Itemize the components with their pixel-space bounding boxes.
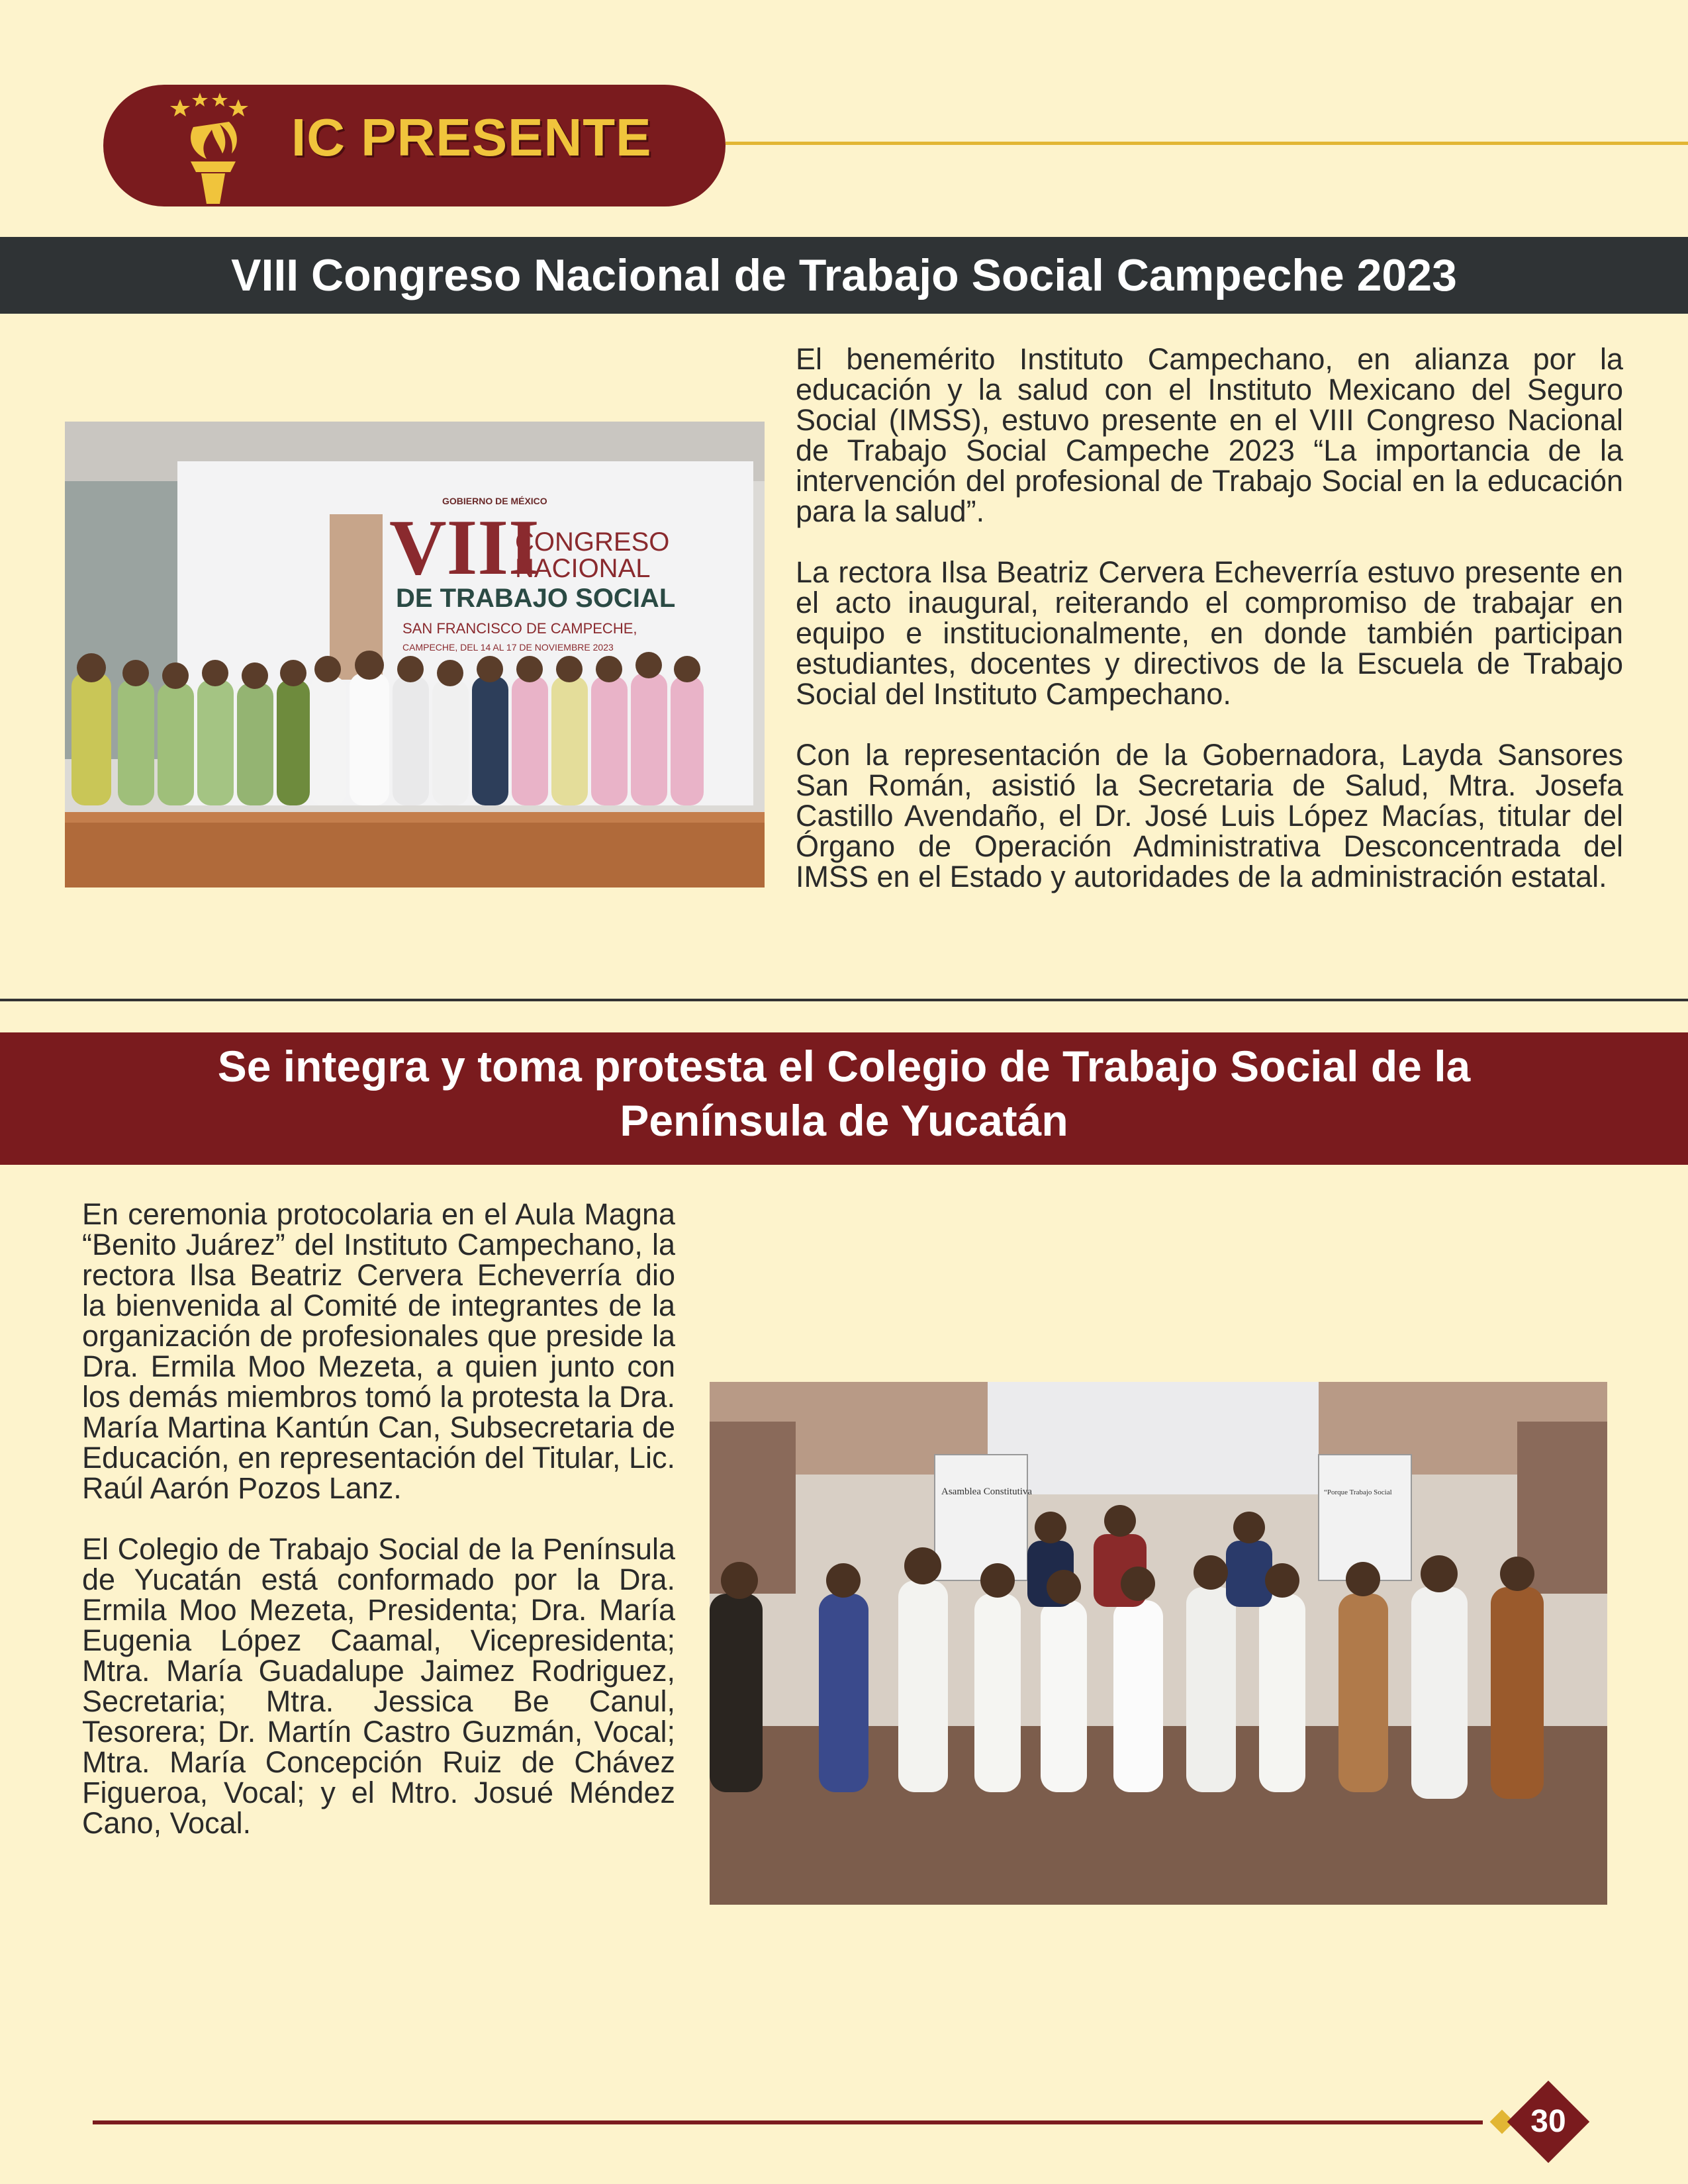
- article1-paragraph-2: La rectora Ilsa Beatriz Cervera Echeverría estuvo presente en el acto inaugural, reiterando el compromiso de trabajar en equipo e institucionalmente, en donde también participan estudiantes, docentes y directivos de la Escuela de Trabajo Social del Instituto Campechano.: [796, 555, 1623, 711]
- congress-group-photo: [65, 422, 765, 887]
- torch-logo-icon: [154, 87, 273, 206]
- section-label: IC PRESENTE: [291, 108, 652, 167]
- article2-photo: [710, 1382, 1607, 1905]
- article2-title-line1: Se integra y toma protesta el Colegio de Trabajo Social de la: [217, 1042, 1471, 1091]
- article1-paragraph-3: Con la representación de la Gobernadora, Layda Sansores San Román, asistió la Secretaria de Salud, Mtra. Josefa Castillo Avendaño, el Dr. José Luis López Macías, titular del Órgano de Operación Administrativa Desconcentrada del IMSS en el Estado y autoridades de la administración estatal.: [796, 738, 1623, 893]
- article2-body: [82, 1199, 675, 1839]
- page-number: 30: [1530, 2104, 1566, 2139]
- colegio-group-photo: [710, 1382, 1607, 1905]
- article1-photo: [65, 422, 765, 887]
- article2-title-line2: Península de Yucatán: [620, 1096, 1068, 1145]
- sign-left-text: Asamblea Constitutiva: [941, 1486, 1033, 1497]
- article1-body: [796, 344, 1623, 892]
- article2-paragraph-2: El Colegio de Trabajo Social de la Península de Yucatán está conformado por la Dra. Ermila Moo Mezeta, Presidenta; Dra. María Eugenia López Caamal, Vicepresidenta; Mtra. María Guadalupe Jaimez Rodriguez, Secretaria; Mtra. Jessica Be Canul, Tesorera; Dr. Martín Castro Guzmán, Vocal; Mtra. María Concepción Ruiz de Chávez Figueroa, Vocal; y el Mtro. Josué Méndez Cano, Vocal.: [82, 1532, 675, 1840]
- banner-rule: [726, 142, 1688, 145]
- article2-paragraph-1: En ceremonia protocolaria en el Aula Magna “Benito Juárez” del Instituto Campechano, la rectora Ilsa Beatriz Cervera Echeverría dio la bienvenida al Comité de integrantes de la organización de profesionales que preside la Dra. Ermila Moo Mezeta, a quien junto con los demás miembros tomó la protesta la Dra. María Martina Kantún Can, Subsecretaria de Educación, en representación del Titular, Lic. Raúl Aarón Pozos Lanz.: [82, 1197, 675, 1505]
- footer-rule: [93, 2120, 1483, 2124]
- section-divider: [0, 999, 1688, 1001]
- article1-title: VIII Congreso Nacional de Trabajo Social Campeche 2023: [231, 250, 1457, 300]
- banner-line4: SAN FRANCISCO DE CAMPECHE,: [402, 620, 637, 637]
- article2-title: [66, 1039, 1622, 1148]
- banner-line1: CONGRESO: [515, 527, 670, 557]
- banner-gov-text: GOBIERNO DE MÉXICO: [442, 496, 547, 506]
- banner-line5: CAMPECHE, DEL 14 AL 17 DE NOVIEMBRE 2023: [402, 642, 614, 653]
- banner-roman: VIII: [389, 503, 539, 591]
- banner-line2: NACIONAL: [515, 554, 651, 583]
- banner-line3: DE TRABAJO SOCIAL: [396, 584, 676, 613]
- sign-right-text: “Porque Trabajo Social: [1324, 1488, 1392, 1496]
- article1-paragraph-1: El benemérito Instituto Campechano, en alianza por la educación y la salud con el Instituto Mexicano del Seguro Social (IMSS), estuvo presente en el VIII Congreso Nacional de Trabajo Social Campeche 2023 “La importancia de la intervención del profesional de Trabajo Social en la educación para la salud”.: [796, 342, 1623, 528]
